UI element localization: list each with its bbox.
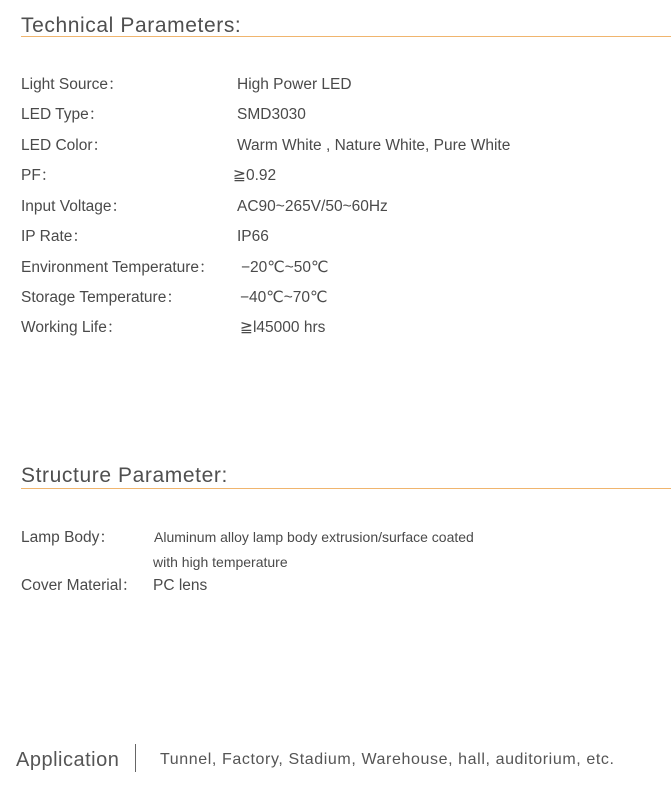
spec-label: Light Source： [21, 76, 124, 93]
spec-value: ≧l45000 hrs [240, 319, 326, 336]
spec-value: IP66 [237, 228, 269, 245]
application-divider [135, 744, 136, 772]
spec-label: Cover Material： [21, 577, 138, 594]
spec-value: Warm White , Nature White, Pure White [237, 137, 511, 154]
application-text: Tunnel, Factory, Stadium, Warehouse, hall, auditorium, etc. [160, 751, 615, 768]
spec-value: PC lens [153, 577, 208, 594]
spec-value: −40℃~70℃ [240, 289, 328, 306]
spec-label: LED Type： [21, 106, 105, 123]
spec-value: ≧0.92 [233, 167, 277, 184]
spec-label: Lamp Body： [21, 529, 115, 546]
spec-value: AC90~265V/50~60Hz [237, 198, 388, 215]
spec-value: −20℃~50℃ [241, 259, 329, 276]
spec-value: High Power LED [237, 76, 352, 93]
spec-value-line2: with high temperature [153, 554, 288, 570]
structure-parameter-title: Structure Parameter: [21, 464, 228, 487]
spec-label: LED Color： [21, 137, 108, 154]
structure-title-rule [21, 488, 671, 489]
spec-value: Aluminum alloy lamp body extrusion/surface coated [154, 529, 474, 545]
application-label: Application [16, 749, 120, 771]
spec-label: Input Voltage： [21, 198, 127, 215]
spec-label: Working Life： [21, 319, 123, 336]
spec-label: Environment Temperature： [21, 259, 215, 276]
spec-label: PF： [21, 167, 57, 184]
spec-label: IP Rate： [21, 228, 88, 245]
spec-label: Storage Temperature： [21, 289, 182, 306]
technical-title-rule [21, 36, 671, 37]
spec-value: SMD3030 [237, 106, 306, 123]
technical-parameters-title: Technical Parameters: [21, 14, 242, 37]
